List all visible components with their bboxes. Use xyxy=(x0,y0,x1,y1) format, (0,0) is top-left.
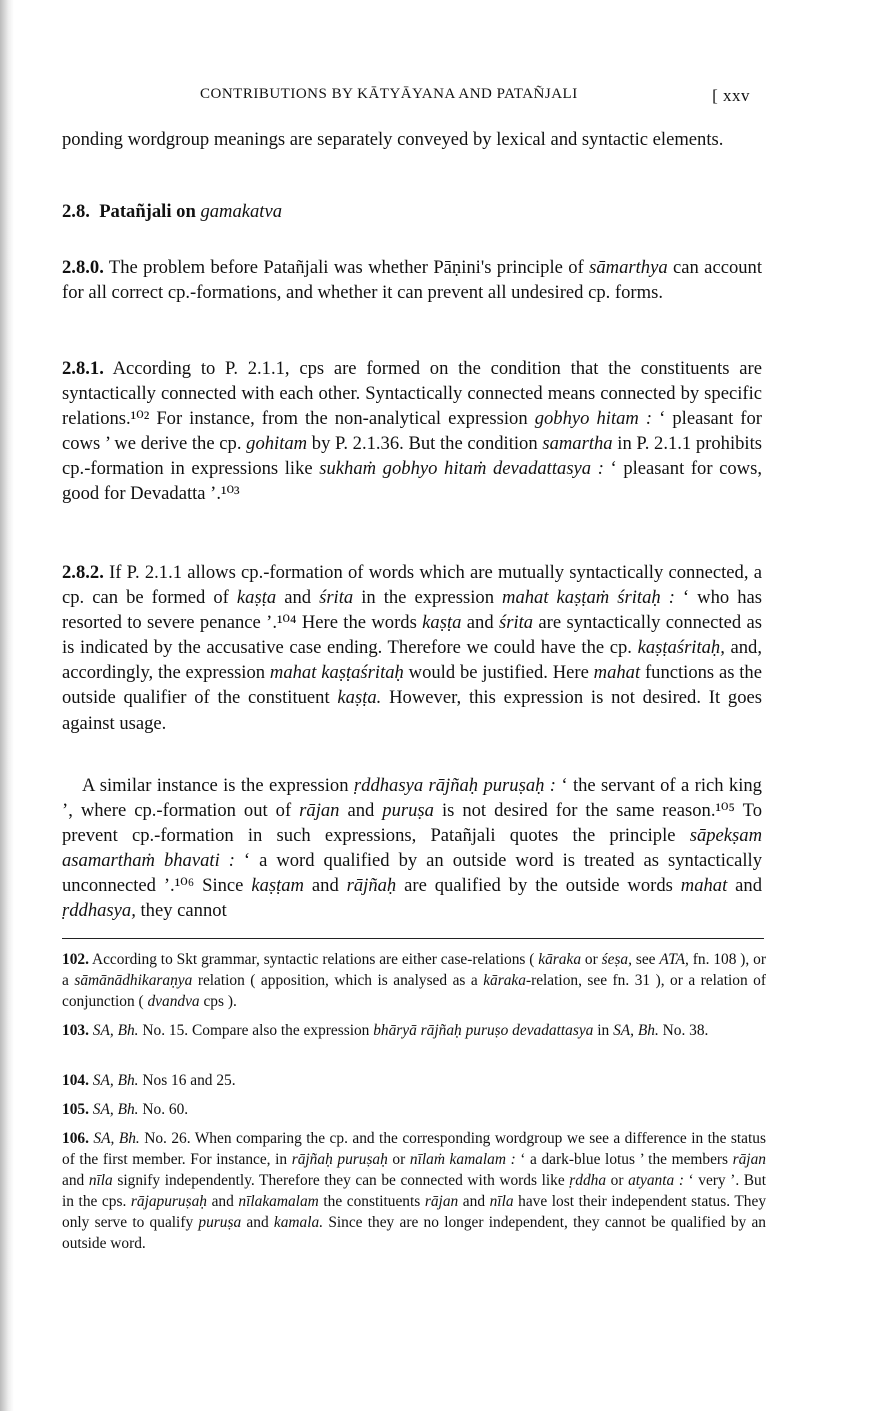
footnote xyxy=(62,1128,766,1254)
paragraph-number: 2.8.0. xyxy=(62,257,104,278)
paragraph-number: 2.8.1. xyxy=(62,358,104,379)
text-run: ponding wordgroup meanings are separately conveyed by lexical and syntactic elements. xyxy=(62,129,724,150)
text-run: Nos 16 and 25. xyxy=(138,1072,236,1089)
italic-term: rājan xyxy=(299,800,340,822)
paragraph-number: 106. xyxy=(62,1130,89,1147)
section-title: Patañjali on xyxy=(99,201,196,222)
text-run: can account for all correct cp.-formations, and whether it can prevent all undesired cp. forms. xyxy=(62,257,763,304)
italic-term: kaṣṭam xyxy=(251,875,304,897)
italic-term: sukhaṁ gobhyo hitaṁ devadattasya : xyxy=(319,458,604,480)
footnote xyxy=(62,1099,766,1120)
italic-term: mahat xyxy=(680,875,728,897)
italic-term: sāpekṣam asamarthaṁ bhavati : xyxy=(62,825,762,872)
italic-term: sāmānādhikaraṇya xyxy=(74,972,193,989)
italic-term: ATA, xyxy=(659,951,689,968)
italic-term: mahat xyxy=(593,662,641,684)
text-run: No. 38. xyxy=(658,1022,709,1039)
text-run: have lost their independent status. They only serve to qualify xyxy=(62,1193,767,1231)
italic-term: kaṣṭaśritaḥ, xyxy=(637,637,725,659)
italic-term: bhāryā rājñaḥ puruṣo devadattasya xyxy=(373,1022,594,1039)
scan-edge-shadow xyxy=(0,0,14,1411)
text-run: and xyxy=(339,800,383,822)
paragraph-number: 2.8.2. xyxy=(62,562,104,583)
text-run: According to Skt grammar, syntactic relations are either case-relations ( xyxy=(88,951,539,968)
italic-term: ṛddhasya, xyxy=(62,900,136,922)
paragraph xyxy=(62,255,762,305)
text-run: in P. 2.1.1 prohibits cp.-formation in expressions like xyxy=(62,433,762,480)
italic-term: atyanta : xyxy=(628,1172,684,1189)
italic-term: ṛddha xyxy=(569,1172,607,1189)
paragraph xyxy=(62,127,762,152)
paragraph-number: 102. xyxy=(62,951,89,968)
text-run: or xyxy=(387,1151,410,1168)
italic-term: rājan xyxy=(732,1151,766,1168)
text-run: functions as the outside qualifier of the constituent xyxy=(62,662,762,709)
italic-term: śrita xyxy=(319,587,354,609)
italic-term: dvandva xyxy=(147,993,200,1010)
text-run: they cannot xyxy=(135,900,227,922)
italic-term: SA, Bh. xyxy=(92,1072,139,1089)
text-run: No. 15. Compare also the expression xyxy=(138,1022,374,1039)
italic-term: rājñaḥ puruṣaḥ xyxy=(291,1151,388,1168)
italic-term: nīlaṁ kamalam : xyxy=(409,1151,516,1168)
text-run: and, accordingly, the expression xyxy=(62,637,762,684)
italic-term: nīla xyxy=(489,1193,514,1210)
text-run: and xyxy=(276,587,320,609)
text-run: ‘ pleasant for cows ’ we derive the cp. xyxy=(62,408,762,455)
italic-term: samartha xyxy=(542,433,613,455)
italic-term: kaṣṭa xyxy=(236,587,277,609)
italic-term: sāmarthya xyxy=(589,257,668,278)
text-run: ‘ very ’. But in the cps. xyxy=(62,1172,766,1210)
paragraph xyxy=(62,356,762,507)
text-run: No. 60. xyxy=(138,1101,189,1118)
italic-term: SA, Bh. xyxy=(93,1130,140,1147)
italic-term: kaṣṭa xyxy=(422,612,462,634)
footnote xyxy=(62,1020,766,1041)
paragraph-number: 104. xyxy=(62,1072,89,1089)
page-number: [ xxv xyxy=(712,86,750,105)
text-run: A similar instance is the expression xyxy=(82,775,354,796)
text-run: signify independently. Therefore they can be connected with words like xyxy=(112,1172,570,1189)
text-run: ‘ a dark-blue lotus ’ the members xyxy=(515,1151,733,1168)
italic-term: rājapuruṣaḥ xyxy=(130,1193,208,1210)
text-run: and xyxy=(458,1193,490,1210)
text-run: ‘ who has resorted to severe penance ’.¹⁰⁴ Here the words xyxy=(62,587,762,634)
text-run: the constituents xyxy=(318,1193,425,1210)
text-run: and xyxy=(304,875,347,897)
text-run: No. 26. When comparing the cp. and the corresponding wordgroup we see a difference in the status of the first member. For instance, in xyxy=(62,1130,766,1168)
italic-term: rājan xyxy=(424,1193,459,1210)
italic-term: ṛddhasya rājñaḥ puruṣaḥ : xyxy=(353,775,556,796)
text-run: by P. 2.1.36. But the condition xyxy=(307,433,543,455)
text-run: cps ). xyxy=(199,993,237,1010)
italic-term: śeṣa, xyxy=(601,951,632,968)
paragraph-number: 105. xyxy=(62,1101,89,1118)
italic-term: kāraka xyxy=(483,972,526,989)
italic-term: gobhyo hitam : xyxy=(534,408,653,430)
text-run: However, this expression is not desired. It goes against usage. xyxy=(62,687,762,734)
text-run: and xyxy=(727,875,762,897)
paragraph-number: 103. xyxy=(62,1022,89,1039)
text-run: are syntactically connected as is indicated by the accusative case ending. Therefore we could have the cp. xyxy=(62,612,762,659)
text-run: and xyxy=(62,1172,89,1189)
text-run: in xyxy=(593,1022,614,1039)
italic-term: nīla xyxy=(88,1172,113,1189)
text-run: and xyxy=(461,612,499,634)
section-number: 2.8. xyxy=(62,201,90,222)
text-run: Since they are no longer independent, they cannot be qualified by an outside word. xyxy=(62,1214,766,1252)
italic-term: mahat kaṣṭaṁ śritaḥ : xyxy=(502,587,675,609)
text-run: in the expression xyxy=(353,587,503,609)
italic-term: gohitam xyxy=(246,433,308,455)
section-heading xyxy=(62,201,282,223)
text-run: -relation, see fn. 31 ), or a relation of conjunction ( xyxy=(62,972,766,1010)
text-run: If P. 2.1.1 allows cp.-formation of words which are mutually syntactically connected, a cp. can be formed of xyxy=(62,562,762,609)
paragraph xyxy=(62,773,762,924)
text-run: would be justified. Here xyxy=(403,662,594,684)
footnote xyxy=(62,949,766,1012)
italic-term: SA, Bh. xyxy=(613,1022,659,1039)
text-run: and xyxy=(207,1193,239,1210)
text-run: and xyxy=(241,1214,274,1231)
italic-term: śrita xyxy=(498,612,534,634)
header-title: CONTRIBUTIONS BY KĀTYĀYANA AND PATAÑJALI xyxy=(200,86,578,102)
italic-term: kamala. xyxy=(273,1214,324,1231)
text-run: see xyxy=(631,951,660,968)
text-run: ‘ pleasant for cows, good for Devadatta ’.¹⁰³ xyxy=(62,458,762,505)
section-title-italic: gamakatva xyxy=(200,201,283,222)
text-run: relation ( apposition, which is analysed as a xyxy=(192,972,484,989)
italic-term: puruṣa xyxy=(198,1214,242,1231)
text-run: According to P. 2.1.1, cps are formed on the condition that the constituents are syntactically connected with each other. Syntactically connected means connected by specific relations.¹⁰² For instance, from the non-analytical expression xyxy=(62,358,762,430)
italic-term: nīlakamalam xyxy=(238,1193,319,1210)
italic-term: SA, Bh. xyxy=(92,1022,139,1039)
italic-term: kāraka xyxy=(538,951,582,968)
text-run: ‘ a word qualified by an outside word is treated as syntactically unconnected ’.¹⁰⁶ Since xyxy=(62,850,762,897)
italic-term: puruṣa xyxy=(382,800,434,822)
text-run: are qualified by the outside words xyxy=(396,875,681,897)
footnote xyxy=(62,1070,766,1091)
italic-term: rājñaḥ xyxy=(346,875,397,897)
footnote-rule xyxy=(62,938,764,939)
italic-term: SA, Bh. xyxy=(92,1101,139,1118)
text-run: or xyxy=(581,951,602,968)
text-run: ‘ the servant of a rich king ’, where cp.-formation out of xyxy=(62,775,762,822)
text-run: or xyxy=(606,1172,629,1189)
paragraph xyxy=(62,560,762,736)
italic-term: mahat kaṣṭaśritaḥ xyxy=(269,662,404,684)
text-run: is not desired for the same reason.¹⁰⁵ To prevent cp.-formation in such expressions, Patañjali quotes the principle xyxy=(62,800,762,847)
text-run: The problem before Patañjali was whether Pāṇini's principle of xyxy=(103,257,590,278)
text-run: fn. 108 ), or a xyxy=(62,951,766,989)
italic-term: kaṣṭa. xyxy=(337,687,382,709)
